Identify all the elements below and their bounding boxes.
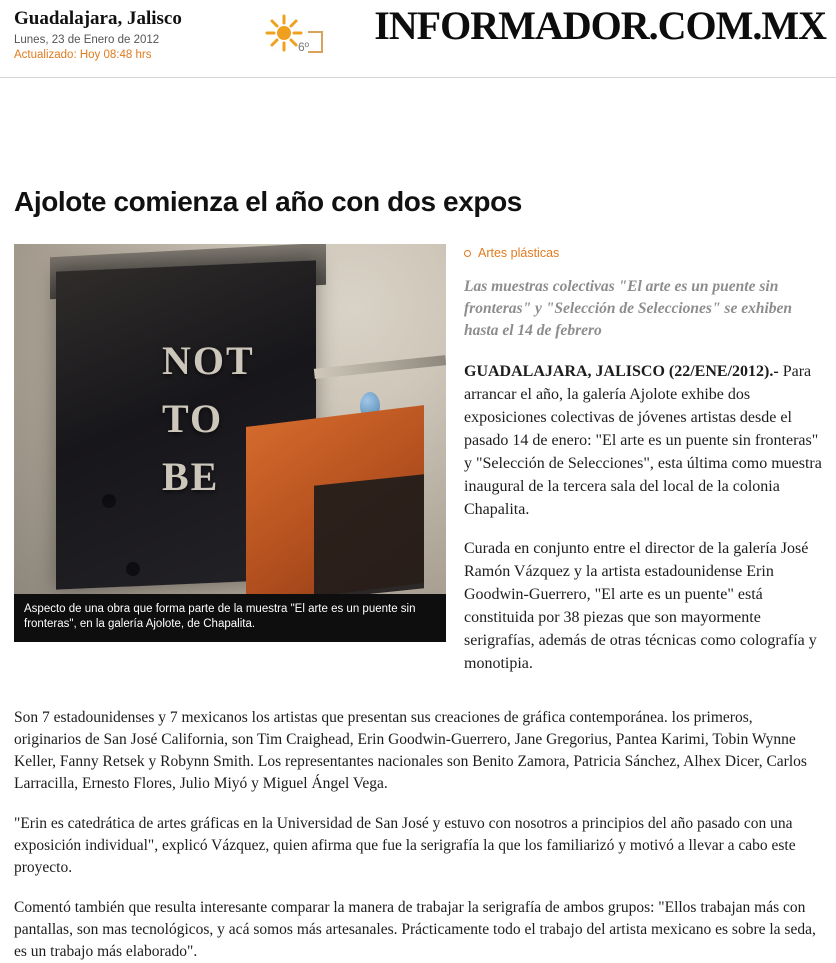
photo-caption: Aspecto de una obra que forma parte de la muestra "El arte es un puente sin fronteras", en la galería Ajolote, de Chapalita.	[14, 594, 446, 642]
article-standfirst: Las muestras colectivas "El arte es un puente sin fronteras" y "Selección de Selecciones" se exhiben hasta el 14 de febrero	[464, 278, 793, 339]
article-figure	[14, 244, 446, 691]
photo-artwork-text: NOT TO BE	[162, 338, 255, 499]
section-kicker-label: Artes plásticas	[478, 246, 560, 260]
city-label: Guadalajara, Jalisco	[14, 8, 182, 29]
section-kicker[interactable]	[464, 246, 822, 260]
article-paragraph-3: Son 7 estadounidenses y 7 mexicanos los artistas que presentan sus creaciones de gráfica contemporánea. los primeros, originarios de San José California, son Tim Craighead, Erin Goodwin-Guerrero, Jane Gregorius, Pantea Karimi, Tobin Wynne Keller, Fanny Retsek y Robynn Smith. Los representantes nacionales son Benito Zamora, Patricia Sánchez, Alhex Dicer, Carlos Larracilla, Ernesto Flores, Julio Miyó y Miguel Ángel Vega.	[14, 709, 807, 792]
page-title: Ajolote comienza el año con dos expos	[14, 186, 522, 217]
date-label: Lunes, 23 de Enero de 2012	[14, 34, 160, 46]
site-logo[interactable]: INFORMADOR.COM.MX	[374, 3, 826, 48]
article-side-column	[464, 244, 822, 691]
weather-widget	[262, 12, 332, 64]
article-top-columns	[14, 244, 822, 691]
bullet-circle-icon	[464, 250, 471, 257]
weather-temperature: 6º	[298, 40, 310, 54]
site-masthead	[0, 0, 836, 78]
article-dateline: GUADALAJARA, JALISCO (22/ENE/2012).-	[464, 363, 779, 380]
article-container	[0, 186, 836, 691]
article-photo	[14, 244, 446, 594]
article-paragraph-2: Curada en conjunto entre el director de la galería José Ramón Vázquez y la artista estadounidense Erin Goodwin-Guerrero, "El arte es un puente" está constituida por 38 piezas que son mayormente serigrafías, además de otras técnicas como colografía y monotipia.	[464, 540, 817, 672]
sun-icon	[262, 12, 332, 64]
article-lead-paragraph	[464, 360, 822, 521]
article-paragraph-5: Comentó también que resulta interesante comparar la manera de trabajar la serigrafía de ambos grupos: "Ellos trabajan más con pantallas, son mas tecnológicos, y acá somos más artesanales. Prácticamente todo el trabajo del artista mexicano es sobre la seda, es un trabajo más elaborado".	[14, 899, 816, 960]
article-lead-rest: Para arrancar el año, la galería Ajolote exhibe dos exposiciones colectivas de jóvenes artistas desde el pasado 14 de enero: "El arte es un puente sin fronteras" y "Selección de Selecciones", esta última como muestra inaugural de la tercera sala del local de la colonia Chapalita.	[464, 363, 822, 518]
updated-label: Actualizado: Hoy 08:48 hrs	[14, 49, 152, 61]
article-paragraph-4: "Erin es catedrática de artes gráficas en la Universidad de San José y estuvo con nosotros a principios del año pasado con una exposición individual", explicó Vázquez, quien afirma que fue la serigrafía la que los familiarizó y motivó a llevar a cabo este proyecto.	[14, 815, 796, 876]
article-body	[0, 691, 836, 963]
